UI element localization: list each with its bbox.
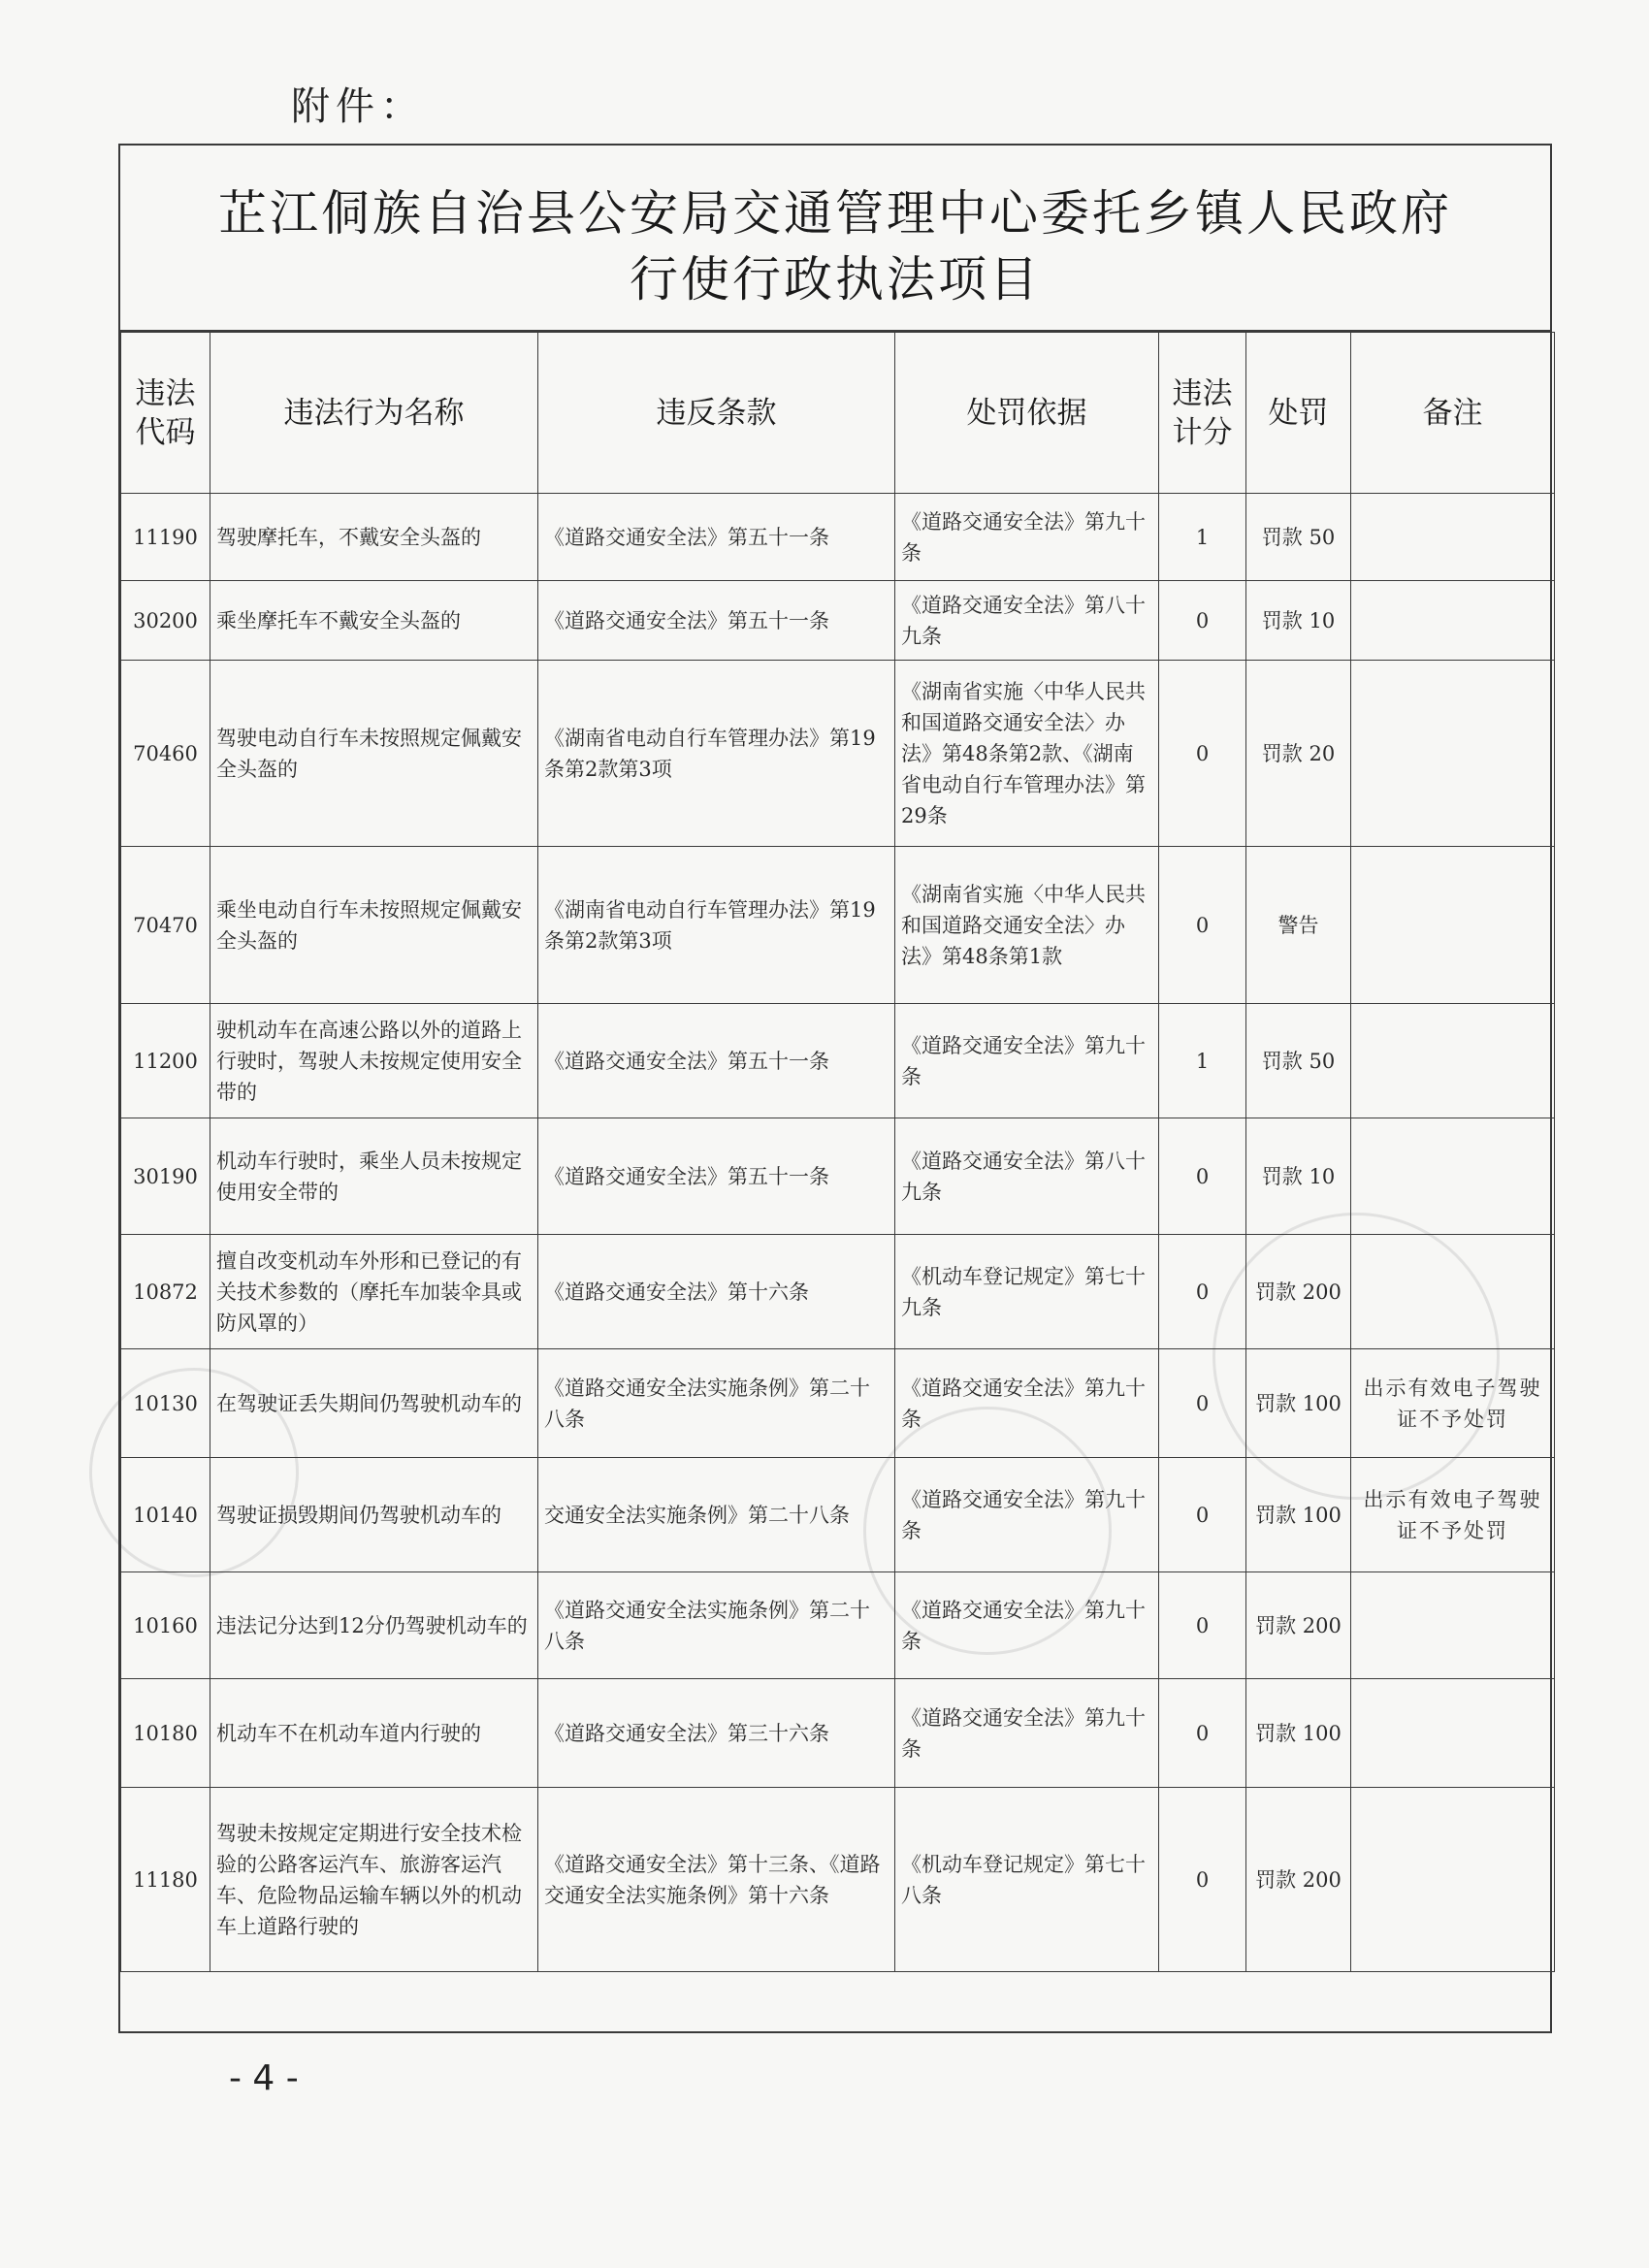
- cell-penalty: 罚款 200: [1246, 1788, 1351, 1972]
- cell-clause: 《道路交通安全法实施条例》第二十八条: [538, 1572, 895, 1679]
- cell-basis: 《道路交通安全法》第九十条: [895, 1004, 1159, 1118]
- cell-name: 驾驶摩托车，不戴安全头盔的: [210, 494, 538, 581]
- table-row: [121, 581, 1555, 661]
- cell-penalty: 罚款 20: [1246, 661, 1351, 847]
- cell-clause: 《道路交通安全法》第五十一条: [538, 1118, 895, 1235]
- cell-penalty: 罚款 100: [1246, 1679, 1351, 1788]
- cell-note: [1351, 1788, 1555, 1972]
- table-row: [121, 1004, 1555, 1118]
- cell-note: [1351, 494, 1555, 581]
- cell-penalty: 罚款 50: [1246, 1004, 1351, 1118]
- cell-note: 出示有效电子驾驶证不予处罚: [1351, 1458, 1555, 1572]
- cell-points: 0: [1159, 1118, 1246, 1235]
- cell-points: 0: [1159, 1349, 1246, 1458]
- table-row: [121, 1235, 1555, 1349]
- cell-points: 1: [1159, 1004, 1246, 1118]
- cell-points: 0: [1159, 1788, 1246, 1972]
- table-row: [121, 1679, 1555, 1788]
- cell-code: 11190: [121, 494, 210, 581]
- cell-clause: 《湖南省电动自行车管理办法》第19条第2款第3项: [538, 847, 895, 1004]
- cell-points: 1: [1159, 494, 1246, 581]
- header-penalty: 处罚: [1246, 333, 1351, 494]
- cell-note: [1351, 847, 1555, 1004]
- cell-code: 70460: [121, 661, 210, 847]
- cell-points: 0: [1159, 1235, 1246, 1349]
- enforcement-items-sheet: [118, 144, 1552, 2033]
- cell-code: 11180: [121, 1788, 210, 1972]
- cell-penalty: 罚款 10: [1246, 581, 1351, 661]
- cell-code: 10130: [121, 1349, 210, 1458]
- cell-basis: 《机动车登记规定》第七十九条: [895, 1235, 1159, 1349]
- violations-table: [120, 332, 1555, 1972]
- cell-code: 10160: [121, 1572, 210, 1679]
- cell-points: 0: [1159, 581, 1246, 661]
- table-row: [121, 847, 1555, 1004]
- cell-name: 驾驶电动自行车未按照规定佩戴安全头盔的: [210, 661, 538, 847]
- cell-clause: 《道路交通安全法》第三十六条: [538, 1679, 895, 1788]
- header-clause: 违反条款: [538, 333, 895, 494]
- cell-basis: 《湖南省实施〈中华人民共和国道路交通安全法〉办法》第48条第2款、《湖南省电动自行车管理办法》第29条: [895, 661, 1159, 847]
- cell-points: 0: [1159, 661, 1246, 847]
- attachment-label: 附件：: [291, 84, 425, 129]
- cell-name: 驶机动车在高速公路以外的道路上行驶时，驾驶人未按规定使用安全带的: [210, 1004, 538, 1118]
- table-row: [121, 1458, 1555, 1572]
- cell-penalty: 罚款 50: [1246, 494, 1351, 581]
- cell-penalty: 罚款 100: [1246, 1458, 1351, 1572]
- cell-basis: 《道路交通安全法》第八十九条: [895, 581, 1159, 661]
- cell-code: 70470: [121, 847, 210, 1004]
- cell-name: 驾驶未按规定定期进行安全技术检验的公路客运汽车、旅游客运汽车、危险物品运输车辆以外的机动车上道路行驶的: [210, 1788, 538, 1972]
- cell-note: [1351, 1679, 1555, 1788]
- cell-basis: 《道路交通安全法》第九十条: [895, 1679, 1159, 1788]
- cell-clause: 《道路交通安全法实施条例》第二十八条: [538, 1349, 895, 1458]
- title-line-1: 芷江侗族自治县公安局交通管理中心委托乡镇人民政府: [218, 185, 1452, 242]
- cell-basis: 《道路交通安全法》第九十条: [895, 1349, 1159, 1458]
- cell-penalty: 罚款 10: [1246, 1118, 1351, 1235]
- cell-name: 机动车不在机动车道内行驶的: [210, 1679, 538, 1788]
- cell-code: 11200: [121, 1004, 210, 1118]
- table-row: [121, 1572, 1555, 1679]
- cell-code: 10872: [121, 1235, 210, 1349]
- cell-basis: 《机动车登记规定》第七十八条: [895, 1788, 1159, 1972]
- cell-penalty: 罚款 100: [1246, 1349, 1351, 1458]
- cell-name: 乘坐摩托车不戴安全头盔的: [210, 581, 538, 661]
- cell-note: [1351, 1235, 1555, 1349]
- cell-name: 驾驶证损毁期间仍驾驶机动车的: [210, 1458, 538, 1572]
- header-note: 备注: [1351, 333, 1555, 494]
- table-row: [121, 494, 1555, 581]
- table-header-row: [121, 333, 1555, 494]
- cell-note: [1351, 1004, 1555, 1118]
- cell-note: [1351, 581, 1555, 661]
- cell-code: 30190: [121, 1118, 210, 1235]
- cell-basis: 《道路交通安全法》第九十条: [895, 1458, 1159, 1572]
- cell-clause: 《道路交通安全法》第五十一条: [538, 494, 895, 581]
- cell-penalty: 罚款 200: [1246, 1572, 1351, 1679]
- cell-name: 机动车行驶时，乘坐人员未按规定使用安全带的: [210, 1118, 538, 1235]
- cell-clause: 《道路交通安全法》第五十一条: [538, 1004, 895, 1118]
- cell-name: 违法记分达到12分仍驾驶机动车的: [210, 1572, 538, 1679]
- cell-note: [1351, 1572, 1555, 1679]
- cell-clause: 《道路交通安全法》第十三条、《道路交通安全法实施条例》第十六条: [538, 1788, 895, 1972]
- cell-basis: 《道路交通安全法》第八十九条: [895, 1118, 1159, 1235]
- cell-note: 出示有效电子驾驶证不予处罚: [1351, 1349, 1555, 1458]
- cell-penalty: 罚款 200: [1246, 1235, 1351, 1349]
- header-points: 违法计分: [1159, 333, 1246, 494]
- cell-basis: 《道路交通安全法》第九十条: [895, 1572, 1159, 1679]
- header-name: 违法行为名称: [210, 333, 538, 494]
- cell-points: 0: [1159, 1572, 1246, 1679]
- cell-note: [1351, 1118, 1555, 1235]
- table-row: [121, 1349, 1555, 1458]
- cell-code: 10140: [121, 1458, 210, 1572]
- document-title: [120, 146, 1550, 332]
- cell-name: 乘坐电动自行车未按照规定佩戴安全头盔的: [210, 847, 538, 1004]
- cell-name: 在驾驶证丢失期间仍驾驶机动车的: [210, 1349, 538, 1458]
- cell-penalty: 警告: [1246, 847, 1351, 1004]
- cell-note: [1351, 661, 1555, 847]
- header-basis: 处罚依据: [895, 333, 1159, 494]
- cell-code: 30200: [121, 581, 210, 661]
- table-row: [121, 1118, 1555, 1235]
- cell-name: 擅自改变机动车外形和已登记的有关技术参数的（摩托车加装伞具或防风罩的）: [210, 1235, 538, 1349]
- cell-basis: 《湖南省实施〈中华人民共和国道路交通安全法〉办法》第48条第1款: [895, 847, 1159, 1004]
- cell-clause: 《道路交通安全法》第五十一条: [538, 581, 895, 661]
- cell-clause: 《湖南省电动自行车管理办法》第19条第2款第3项: [538, 661, 895, 847]
- cell-points: 0: [1159, 1679, 1246, 1788]
- table-row: [121, 1788, 1555, 1972]
- page-number: - 4 -: [229, 2058, 299, 2098]
- cell-clause: 《道路交通安全法》第十六条: [538, 1235, 895, 1349]
- cell-clause: 交通安全法实施条例》第二十八条: [538, 1458, 895, 1572]
- title-line-2: 行使行政执法项目: [630, 251, 1041, 308]
- cell-points: 0: [1159, 847, 1246, 1004]
- cell-code: 10180: [121, 1679, 210, 1788]
- table-row: [121, 661, 1555, 847]
- cell-basis: 《道路交通安全法》第九十条: [895, 494, 1159, 581]
- header-code: 违法代码: [121, 333, 210, 494]
- cell-points: 0: [1159, 1458, 1246, 1572]
